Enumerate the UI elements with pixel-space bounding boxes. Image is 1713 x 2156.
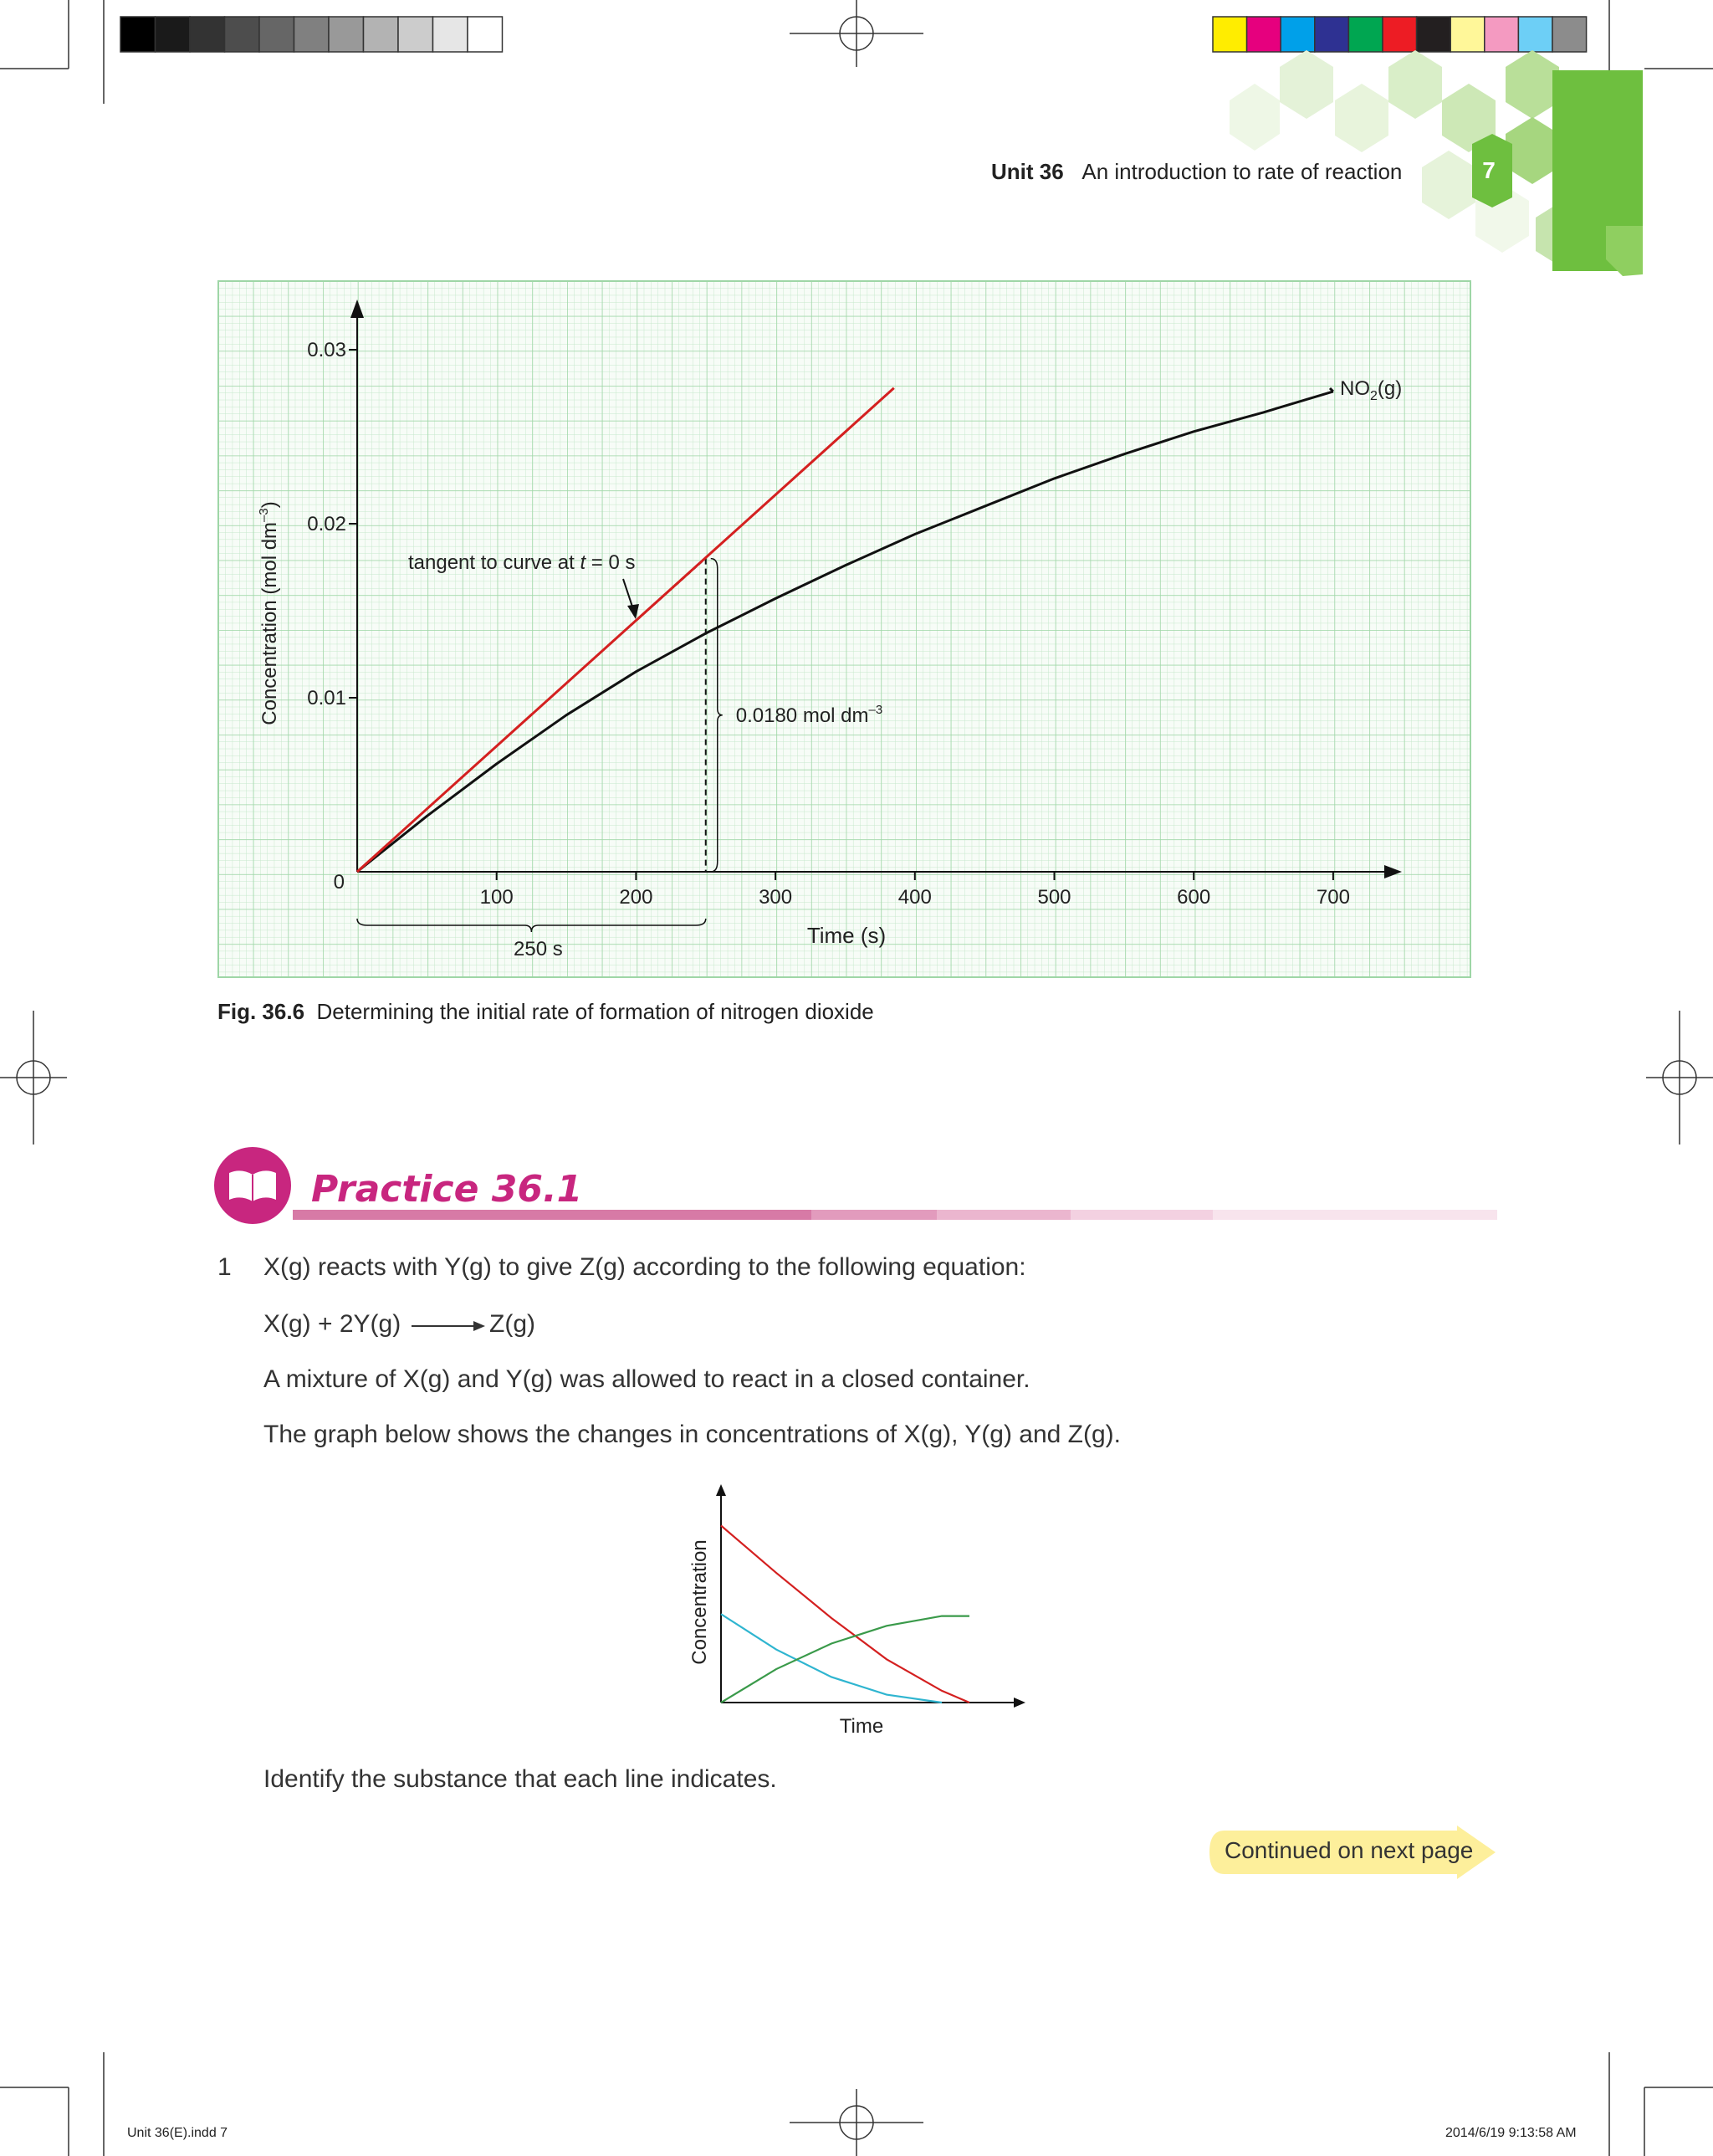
x-tick-label: 100 <box>479 886 514 909</box>
concentration-time-graph <box>0 1472 1713 1749</box>
y-axis-label-end: ) <box>258 501 281 509</box>
x-tick-label: 500 <box>1037 886 1071 909</box>
tangent-label-var: t <box>580 551 586 574</box>
no2-label-end: (g) <box>1377 377 1403 400</box>
rise-label-text: 0.0180 mol dm <box>735 704 869 727</box>
y-tick-label: 0.02 <box>307 513 346 535</box>
x-tick-label: 700 <box>1316 886 1350 909</box>
unit-number: Unit 36 <box>991 159 1064 184</box>
figure-number: Fig. 36.6 <box>217 999 305 1024</box>
equation-right: Z(g) <box>489 1310 535 1338</box>
question-line-3: The graph below shows the changes in concentrations of X(g), Y(g) and Z(g). <box>263 1421 1121 1448</box>
practice-title: Practice 36.1 <box>311 1168 583 1211</box>
question-number: 1 <box>217 1253 232 1281</box>
small-y-arrow-icon <box>716 1484 726 1496</box>
unit-title: An introduction to rate of reaction <box>1081 159 1403 184</box>
run-label: 250 s <box>514 938 563 960</box>
small-y-label: Concentration <box>688 1539 711 1665</box>
reaction-arrow-icon <box>410 1314 487 1339</box>
y-line-cyan <box>721 1614 942 1703</box>
y-axis-label-text: Concentration (mol dm <box>258 521 281 725</box>
rise-label <box>736 703 882 727</box>
tangent-label-post: = 0 s <box>585 551 636 574</box>
x-line-red <box>721 1526 969 1703</box>
book-icon <box>214 1147 291 1224</box>
x-tick-label: 400 <box>897 886 932 909</box>
y-tick-label: 0.03 <box>307 339 346 361</box>
x-tick-label: 200 <box>619 886 653 909</box>
small-x-arrow-icon <box>1014 1698 1025 1708</box>
question-intro: X(g) reacts with Y(g) to give Z(g) according to the following equation: <box>263 1253 1026 1281</box>
y-tick-label: 0.01 <box>307 687 346 709</box>
no2-label-main: NO <box>1340 377 1370 400</box>
question-line-2: A mixture of X(g) and Y(g) was allowed to react in a closed container. <box>263 1365 1030 1393</box>
footer-timestamp: 2014/6/19 9:13:58 AM <box>1445 2126 1577 2140</box>
continued-label: Continued on next page <box>1225 1837 1474 1863</box>
x-tick-label: 300 <box>759 886 793 909</box>
equation-left: X(g) + 2Y(g) <box>263 1310 401 1338</box>
tangent-label <box>408 551 636 574</box>
origin-label: 0 <box>333 871 345 894</box>
footer-file: Unit 36(E).indd 7 <box>127 2126 228 2140</box>
figure-caption-text: Determining the initial rate of formation of nitrogen dioxide <box>316 999 874 1024</box>
page-number: 7 <box>1482 157 1496 183</box>
figure-caption <box>217 999 874 1025</box>
x-axis-label: Time (s) <box>806 923 887 948</box>
figure-36-6 <box>0 0 1713 1004</box>
small-x-label: Time <box>839 1715 884 1738</box>
y-axis-label <box>257 501 281 725</box>
no2-label-sub: 2 <box>1370 389 1378 403</box>
x-tick-label: 600 <box>1177 886 1211 909</box>
y-axis-label-sup: –3 <box>257 508 271 522</box>
rise-label-sup: –3 <box>868 702 883 717</box>
tangent-label-pre: tangent to curve at <box>408 551 580 574</box>
question-prompt: Identify the substance that each line indicates. <box>263 1765 777 1793</box>
